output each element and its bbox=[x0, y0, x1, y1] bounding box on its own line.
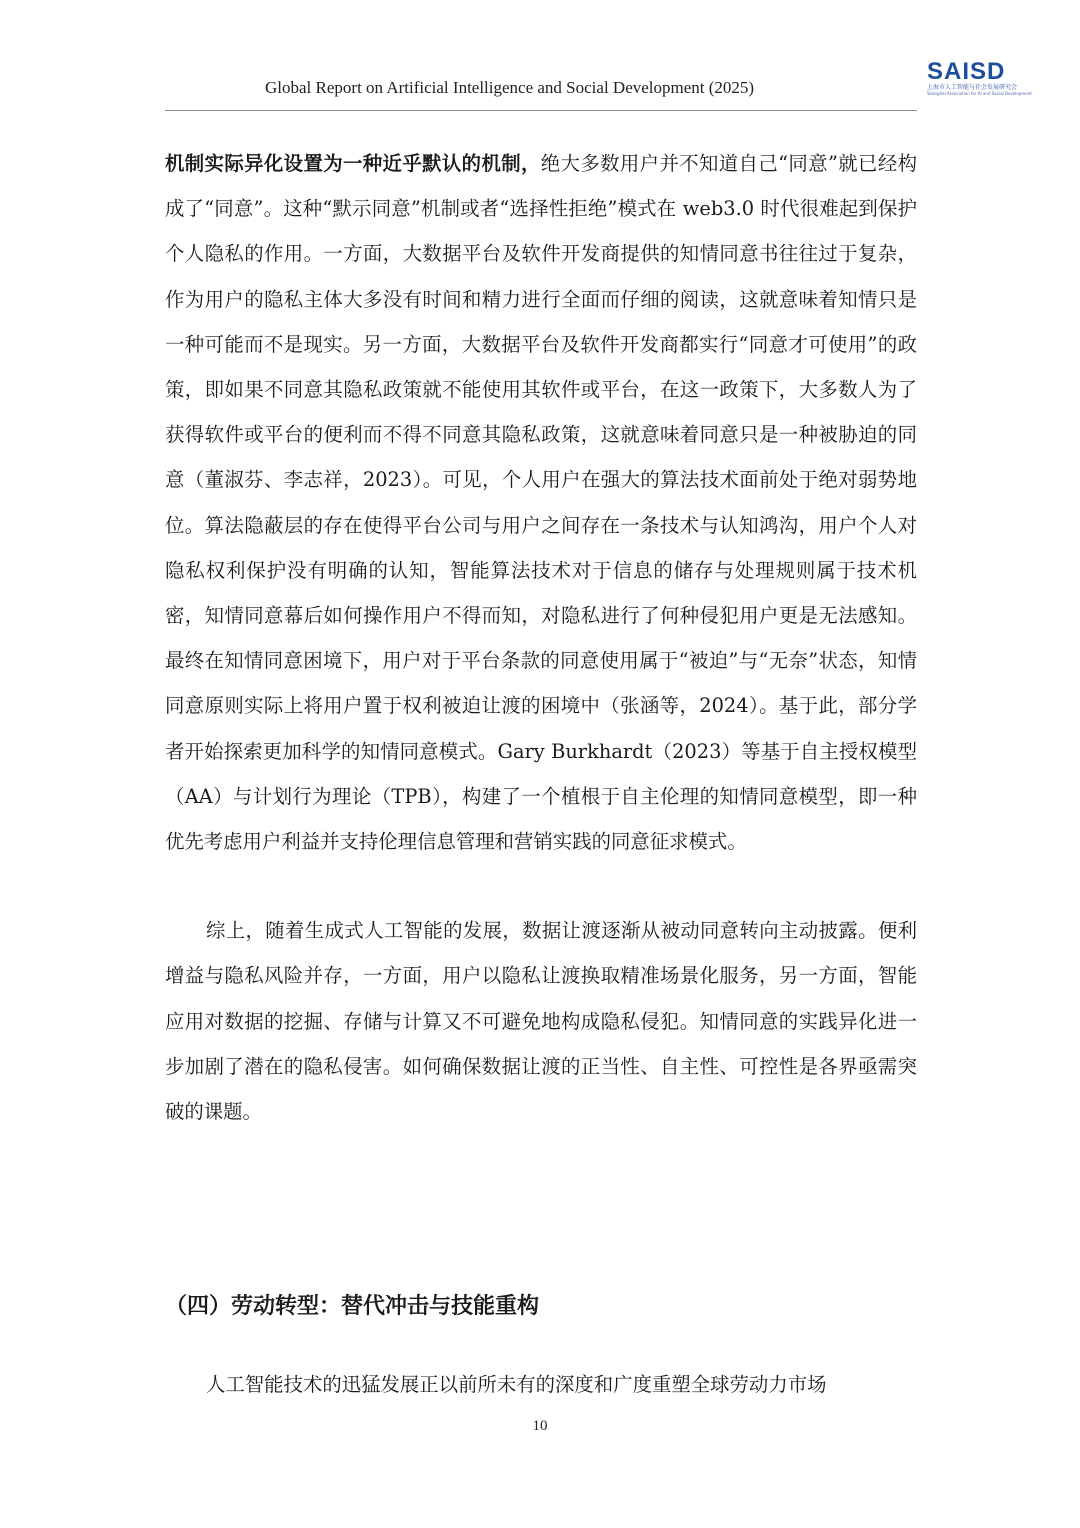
paragraph-3: 人工智能技术的迅猛发展正以前所未有的深度和广度重塑全球劳动力市场 bbox=[206, 1373, 827, 1396]
logo-wordmark: SAISD bbox=[927, 58, 1006, 85]
report-title: Global Report on Artificial Intelligence and Social Development (2025) bbox=[265, 78, 755, 97]
section-heading: （四）劳动转型：替代冲击与技能重构 bbox=[165, 1294, 540, 1319]
logo-subtitle-en: Shanghai Association for AI and Social Development bbox=[927, 91, 1032, 96]
paragraph-3-container bbox=[165, 1362, 917, 1407]
paragraph-1-bold-lead: 机制实际异化设置为一种近乎默认的机制， bbox=[165, 152, 541, 175]
page-number: 10 bbox=[532, 1418, 548, 1434]
saisd-logo bbox=[927, 58, 1032, 100]
page-header bbox=[165, 52, 1032, 111]
paragraph-1-text: 绝大多数用户并不知道自己“同意”就已经构成了“同意”。这种“默示同意”机制或者“选择性拒绝”模式在 web3.0 时代很难起到保护个人隐私的作用。一方面，大数据平台及软件开发商提供的知情同意书往往过于复杂，作为用户的隐私主体大多没有时间和精力进行全面而仔细的阅读，这就意味着知情只是一种可能而不是现实。另一方面，大数据平台及软件开发商都实行“同意才可使用”的政策，即如果不同意其隐私政策就不能使用其软件或平台，在这一政策下，大多数人为了获得软件或平台的便利而不得不同意其隐私政策，这就意味着同意只是一种被胁迫的同意（董淑芬、李志祥，2023）。可见，个人用户在强大的算法技术面前处于绝对弱势地位。算法隐蔽层的存在使得平台公司与用户之间存在一条技术与认知鸿沟，用户个人对隐私权利保护没有明确的认知，智能算法技术对于信息的储存与处理规则属于技术机密，知情同意幕后如何操作用户不得而知，对隐私进行了何种侵犯用户更是无法感知。最终在知情同意困境下，用户对于平台条款的同意使用属于“被迫”与“无奈”状态，知情同意原则实际上将用户置于权利被迫让渡的困境中（张涵等，2024）。基于此，部分学者开始探索更加科学的知情同意模式。Gary Burkhardt（2023）等基于自主授权模型（AA）与计划行为理论（TPB），构建了一个植根于自主伦理的知情同意模型，即一种优先考虑用户利益并支持伦理信息管理和营销实践的同意征求模式。 bbox=[165, 152, 917, 854]
paragraph-1 bbox=[165, 141, 917, 864]
logo-subtitle-cn: 上海市人工智能与社会发展研究会 bbox=[927, 84, 1018, 91]
main-content bbox=[165, 141, 917, 1134]
paragraph-spacer bbox=[165, 864, 917, 908]
paragraph-2: 综上，随着生成式人工智能的发展，数据让渡逐渐从被动同意转向主动披露。便利增益与隐私风险并存，一方面，用户以隐私让渡换取精准场景化服务，另一方面，智能应用对数据的挖掘、存储与计算又不可避免地构成隐私侵犯。知情同意的实践异化进一步加剧了潜在的隐私侵害。如何确保数据让渡的正当性、自主性、可控性是各界亟需突破的课题。 bbox=[165, 919, 917, 1124]
